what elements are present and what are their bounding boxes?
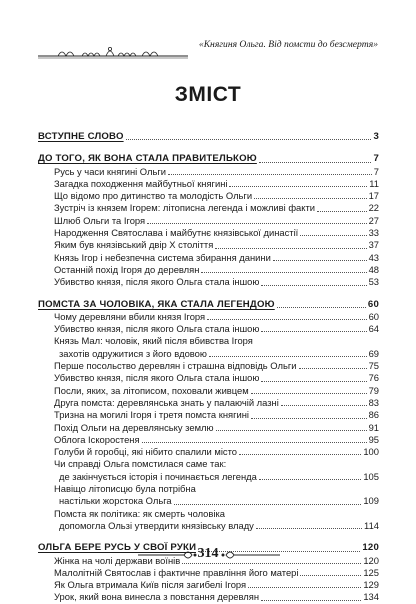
dot-leader	[259, 479, 362, 480]
toc-entry[interactable]	[38, 471, 379, 483]
toc-page-number: 7	[373, 165, 379, 177]
toc-entry[interactable]	[38, 227, 379, 239]
toc-entry-label: Похід Ольги на деревлянську землю	[54, 421, 214, 433]
toc-entry-label: Тризна на могилі Ігоря і третя помста княгині	[54, 409, 250, 421]
toc-entry-label: Друга помста: деревлянська знать у палаючій лазні	[54, 396, 279, 408]
toc-entry[interactable]	[38, 202, 379, 214]
toc-entry[interactable]	[38, 372, 379, 384]
dot-leader	[215, 248, 366, 249]
toc-page-number: 83	[368, 396, 379, 408]
dot-leader	[261, 600, 361, 601]
toc-entry[interactable]	[38, 311, 379, 323]
toc-section[interactable]	[38, 131, 379, 143]
toc-entry-label: Жінка на чолі держави воїнів	[54, 554, 181, 566]
dot-leader	[299, 368, 367, 369]
toc-page-number: 91	[368, 421, 379, 433]
dot-leader	[256, 528, 362, 529]
toc-entry-label: Загадка походження майбутньої княгині	[54, 177, 228, 189]
toc-entry-label: Князь Мал: чоловік, який після вбивства Ігоря	[54, 335, 253, 347]
dot-leader	[248, 587, 361, 588]
toc-gap	[38, 143, 379, 153]
toc-page-number: 22	[368, 202, 379, 214]
dot-leader	[281, 405, 367, 406]
toc-page-number: 64	[368, 323, 379, 335]
toc-entry[interactable]	[38, 239, 379, 251]
page-number: 314	[197, 546, 219, 561]
toc-entry-label: Чи справді Ольга помстилася саме так:	[54, 458, 227, 470]
toc-entry[interactable]	[38, 483, 379, 495]
dot-leader	[251, 393, 367, 394]
toc-entry[interactable]	[38, 264, 379, 276]
dot-leader	[229, 186, 367, 187]
toc-page-number: 11	[369, 177, 379, 189]
dot-leader	[261, 331, 366, 332]
toc-page-number: 27	[368, 214, 379, 226]
dot-leader	[201, 272, 366, 273]
toc-entry-label: настільки жорстока Ольга	[59, 495, 172, 507]
toc-entry[interactable]	[38, 591, 379, 603]
toc-entry[interactable]	[38, 166, 379, 178]
toc-entry[interactable]	[38, 422, 379, 434]
toc-entry-label: ОЛЬГА БЕРЕ РУСЬ У СВОЇ РУКИ	[38, 542, 197, 554]
page-footer	[0, 545, 416, 565]
toc-page-number: 125	[363, 566, 379, 578]
toc-entry[interactable]	[38, 495, 379, 507]
toc-entry[interactable]	[38, 335, 379, 347]
toc-entry-label: ДО ТОГО, ЯК ВОНА СТАЛА ПРАВИТЕЛЬКОЮ	[38, 153, 257, 165]
toc-entry-label: Князь Ігор і небезпечна система збирання данини	[54, 251, 271, 263]
toc-entry-label: ВСТУПНЕ СЛОВО	[38, 131, 124, 142]
toc-entry[interactable]	[38, 409, 379, 421]
toc-entry-label: ПОМСТА ЗА ЧОЛОВІКА, ЯКА СТАЛА ЛЕГЕНДОЮ	[38, 298, 275, 310]
dot-leader	[300, 235, 366, 236]
toc-entry-label: Яким був князівський двір X століття	[54, 239, 214, 251]
toc-entry[interactable]	[38, 276, 379, 288]
toc-entry-label: Зустріч із князем Ігорем: літописна легенда і можливі факти	[54, 202, 316, 214]
dot-leader	[209, 356, 367, 357]
toc-entry-label: Що відомо про дитинство та молодість Ольги	[54, 190, 253, 202]
toc-page-number: 43	[368, 251, 379, 263]
toc-page-number: 134	[363, 591, 379, 603]
toc-page-number: 3	[373, 131, 379, 142]
toc-entry[interactable]	[38, 508, 379, 520]
toc-page-number: 37	[368, 239, 379, 251]
toc-page-number: 75	[368, 360, 379, 372]
toc-entry[interactable]	[38, 579, 379, 591]
dot-leader	[207, 319, 366, 320]
dot-leader	[261, 285, 366, 286]
decorative-flourish-icon	[220, 549, 280, 561]
toc-page-number: 60	[367, 298, 379, 310]
toc-page-number: 100	[363, 446, 379, 458]
table-of-contents	[38, 131, 379, 604]
toc-entry-label: Посли, яких, за літописом, поховали живцем	[54, 384, 249, 396]
toc-entry[interactable]	[38, 190, 379, 202]
dot-leader	[251, 418, 367, 419]
toc-entry-label: захотів одружитися з його вдовою	[59, 347, 207, 359]
decorative-ornament-icon	[38, 42, 188, 60]
toc-page-number: 17	[368, 190, 379, 202]
toc-entry[interactable]	[38, 397, 379, 409]
dot-leader	[147, 223, 366, 224]
toc-page-number: 95	[368, 433, 379, 445]
toc-page-number: 86	[368, 409, 379, 421]
toc-entry-label: Шлюб Ольги та Ігоря	[54, 214, 146, 226]
dot-leader	[126, 139, 372, 140]
toc-entry[interactable]	[38, 458, 379, 470]
toc-page-number: 60	[368, 310, 379, 322]
dot-leader	[261, 381, 366, 382]
toc-entry-label: Навіщо літописцю була потрібна	[54, 483, 196, 495]
toc-entry-label: Малолітній Святослав і фактичне правління його матері	[54, 566, 299, 578]
dot-leader	[216, 430, 367, 431]
toc-page-number: 76	[368, 372, 379, 384]
dot-leader	[300, 575, 361, 576]
header-book-title: «Княгиня Ольга. Від помсти до безсмертя»	[198, 39, 378, 50]
toc-page-number: 120	[362, 542, 379, 554]
toc-entry[interactable]	[38, 215, 379, 227]
toc-entry-label: Народження Святослава і майбутнє князівської династії	[54, 227, 299, 239]
toc-entry-label: Убивство князя, після якого Ольга стала іншою	[54, 372, 260, 384]
toc-entry[interactable]	[38, 178, 379, 190]
dot-leader	[239, 454, 361, 455]
toc-entry-label: Облога Іскоростеня	[54, 433, 140, 445]
toc-entry-label: Як Ольга втримала Київ після загибелі Ігоря	[54, 579, 247, 591]
page-title: ЗМІСТ	[174, 83, 242, 106]
toc-page-number: 79	[368, 384, 379, 396]
toc-page-number: 129	[363, 579, 379, 591]
dot-leader	[174, 504, 362, 505]
toc-entry[interactable]	[38, 323, 379, 335]
toc-page-number: 120	[363, 554, 379, 566]
toc-gap	[38, 289, 379, 299]
toc-page-number: 48	[368, 263, 379, 275]
dot-leader	[273, 260, 367, 261]
toc-entry[interactable]	[38, 348, 379, 360]
toc-entry-label: допомогла Ользі утвердити князівську владу	[59, 519, 254, 531]
toc-gap	[38, 532, 379, 542]
dot-leader	[277, 307, 366, 308]
toc-page-number: 7	[373, 153, 379, 165]
toc-entry[interactable]	[38, 446, 379, 458]
toc-page-number: 69	[368, 347, 379, 359]
toc-page-number: 33	[368, 227, 379, 239]
dot-leader	[317, 211, 367, 212]
toc-entry[interactable]	[38, 252, 379, 264]
toc-entry[interactable]	[38, 385, 379, 397]
dot-leader	[168, 174, 372, 175]
toc-entry-label: Чому деревляни вбили князя Ігоря	[54, 310, 206, 322]
toc-entry[interactable]	[38, 567, 379, 579]
toc-entry-label: де закінчується історія і починається легенда	[59, 470, 257, 482]
toc-entry-label: Голуби й горобці, які нібито спалили місто	[54, 446, 238, 458]
toc-section[interactable]	[38, 299, 379, 311]
toc-entry-label: Убивство князя, після якого Ольга стала іншою	[54, 276, 260, 288]
toc-entry-label: Останній похід Ігоря до деревлян	[54, 263, 200, 275]
toc-entry-label: Помста як політика: як смерть чоловіка	[54, 507, 225, 519]
dot-leader	[259, 162, 372, 163]
toc-page-number: 114	[364, 519, 379, 531]
toc-entry-label: Русь у часи княгині Ольги	[54, 165, 167, 177]
toc-entry[interactable]	[38, 520, 379, 532]
toc-section[interactable]	[38, 153, 379, 165]
toc-page-number: 53	[368, 276, 379, 288]
toc-entry[interactable]	[38, 434, 379, 446]
toc-entry-label: Убивство князя, після якого Ольга стала іншою	[54, 323, 260, 335]
toc-entry-label: Перше посольство деревлян і страшна відповідь Ольги	[54, 360, 297, 372]
dot-leader	[254, 198, 366, 199]
toc-entry[interactable]	[38, 360, 379, 372]
running-header	[38, 36, 378, 60]
dot-leader	[142, 442, 367, 443]
toc-page-number: 109	[363, 495, 379, 507]
toc-entry-label: Урок, який вона винесла з повстання деревлян	[54, 591, 259, 603]
toc-page-number: 105	[363, 470, 379, 482]
